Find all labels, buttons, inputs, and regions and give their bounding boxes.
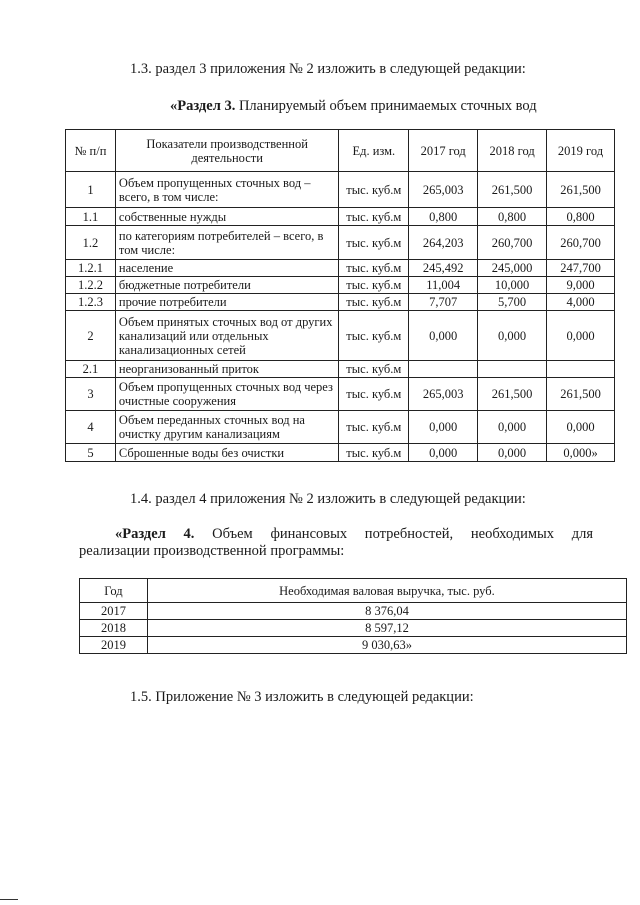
row-unit: тыс. куб.м: [339, 226, 409, 260]
row-number: 5: [66, 444, 116, 462]
header-number: № п/п: [66, 130, 116, 172]
row-unit: тыс. куб.м: [339, 311, 409, 361]
row-value-2019: 9,000: [547, 277, 615, 294]
section-4-title-line2: реализации производственной программы:: [79, 543, 345, 559]
row-value-2018: 0,000: [478, 311, 547, 361]
row-number: 1.2.3: [66, 294, 116, 311]
row-number: 3: [66, 378, 116, 411]
row-value-2017: 0,000: [409, 311, 478, 361]
table-row: [66, 378, 615, 411]
revenue-row: [80, 637, 627, 654]
row-value-2019: [547, 361, 615, 378]
row-value-2018: 260,700: [478, 226, 547, 260]
row-unit: тыс. куб.м: [339, 208, 409, 226]
row-value-2017: 0,000: [409, 411, 478, 444]
table-row: [66, 172, 615, 208]
revenue-header-row: [80, 579, 627, 603]
row-value-2019: 0,800: [547, 208, 615, 226]
row-indicator: население: [115, 260, 338, 277]
row-value-2018: 5,700: [478, 294, 547, 311]
row-year: 2017: [80, 603, 148, 620]
table-row: [66, 208, 615, 226]
row-unit: тыс. куб.м: [339, 260, 409, 277]
row-value-2018: 0,000: [478, 411, 547, 444]
row-value-2018: 10,000: [478, 277, 547, 294]
section-3-title: [170, 98, 537, 115]
row-number: 2: [66, 311, 116, 361]
header-indicator: Показатели производственной деятельности: [115, 130, 338, 172]
paragraph-1-5: 1.5. Приложение № 3 изложить в следующей редакции:: [130, 689, 474, 705]
row-value-2019: 261,500: [547, 172, 615, 208]
row-indicator: Сброшенные воды без очистки: [115, 444, 338, 462]
row-indicator: собственные нужды: [115, 208, 338, 226]
table-row: [66, 311, 615, 361]
revenue-table: [79, 578, 627, 654]
row-value-2019: 260,700: [547, 226, 615, 260]
row-value-2017: 265,003: [409, 172, 478, 208]
table-row: [66, 294, 615, 311]
header-2018: 2018 год: [478, 130, 547, 172]
row-year: 2019: [80, 637, 148, 654]
row-value-2017: 0,800: [409, 208, 478, 226]
row-number: 1: [66, 172, 116, 208]
row-indicator: Объем переданных сточных вод на очистку другим канализациям: [115, 411, 338, 444]
section-4-text-1: Объем финансовых потребностей, необходимых для: [212, 526, 593, 542]
row-unit: тыс. куб.м: [339, 444, 409, 462]
table-row: [66, 411, 615, 444]
row-unit: тыс. куб.м: [339, 172, 409, 208]
header-revenue: Необходимая валовая выручка, тыс. руб.: [147, 579, 626, 603]
table-row: [66, 226, 615, 260]
row-unit: тыс. куб.м: [339, 277, 409, 294]
section-3-text: Планируемый объем принимаемых сточных вод: [235, 98, 537, 114]
section-4-label: «Раздел 4.: [115, 526, 195, 542]
row-value-2019: 0,000: [547, 311, 615, 361]
row-value-2018: 261,500: [478, 378, 547, 411]
header-unit: Ед. изм.: [339, 130, 409, 172]
row-unit: тыс. куб.м: [339, 294, 409, 311]
row-number: 1.2: [66, 226, 116, 260]
wastewater-volume-table: [65, 129, 615, 462]
table-row: [66, 260, 615, 277]
header-year: Год: [80, 579, 148, 603]
row-number: 1.1: [66, 208, 116, 226]
row-unit: тыс. куб.м: [339, 378, 409, 411]
row-value-2018: 0,000: [478, 444, 547, 462]
row-value-2017: [409, 361, 478, 378]
row-value-2019: 261,500: [547, 378, 615, 411]
table-header-row: [66, 130, 615, 172]
row-number: 4: [66, 411, 116, 444]
header-2017: 2017 год: [409, 130, 478, 172]
row-value-2019: 0,000»: [547, 444, 615, 462]
row-revenue: 8 376,04: [147, 603, 626, 620]
row-value-2018: [478, 361, 547, 378]
row-indicator: неорганизованный приток: [115, 361, 338, 378]
row-value-2019: 0,000: [547, 411, 615, 444]
row-number: 2.1: [66, 361, 116, 378]
row-unit: тыс. куб.м: [339, 411, 409, 444]
row-unit: тыс. куб.м: [339, 361, 409, 378]
row-indicator: Объем пропущенных сточных вод – всего, в том числе:: [115, 172, 338, 208]
row-number: 1.2.2: [66, 277, 116, 294]
row-value-2017: 7,707: [409, 294, 478, 311]
table-row: [66, 277, 615, 294]
row-value-2017: 245,492: [409, 260, 478, 277]
row-value-2018: 261,500: [478, 172, 547, 208]
header-2019: 2019 год: [547, 130, 615, 172]
row-value-2017: 11,004: [409, 277, 478, 294]
page-edge-mark: [0, 899, 18, 900]
row-value-2017: 264,203: [409, 226, 478, 260]
revenue-row: [80, 620, 627, 637]
row-value-2019: 4,000: [547, 294, 615, 311]
row-revenue: 9 030,63»: [147, 637, 626, 654]
table-row: [66, 444, 615, 462]
row-value-2019: 247,700: [547, 260, 615, 277]
revenue-row: [80, 603, 627, 620]
section-4-title-line1: [115, 526, 593, 543]
row-number: 1.2.1: [66, 260, 116, 277]
row-value-2017: 265,003: [409, 378, 478, 411]
paragraph-1-4: 1.4. раздел 4 приложения № 2 изложить в следующей редакции:: [130, 491, 526, 507]
row-year: 2018: [80, 620, 148, 637]
table-row: [66, 361, 615, 378]
row-indicator: бюджетные потребители: [115, 277, 338, 294]
row-value-2017: 0,000: [409, 444, 478, 462]
row-indicator: Объем принятых сточных вод от других канализаций или отдельных канализационных сетей: [115, 311, 338, 361]
row-revenue: 8 597,12: [147, 620, 626, 637]
row-indicator: прочие потребители: [115, 294, 338, 311]
row-indicator: по категориям потребителей – всего, в том числе:: [115, 226, 338, 260]
row-indicator: Объем пропущенных сточных вод через очистные сооружения: [115, 378, 338, 411]
row-value-2018: 0,800: [478, 208, 547, 226]
row-value-2018: 245,000: [478, 260, 547, 277]
section-3-label: «Раздел 3.: [170, 98, 236, 114]
paragraph-1-3: 1.3. раздел 3 приложения № 2 изложить в следующей редакции:: [130, 61, 526, 77]
